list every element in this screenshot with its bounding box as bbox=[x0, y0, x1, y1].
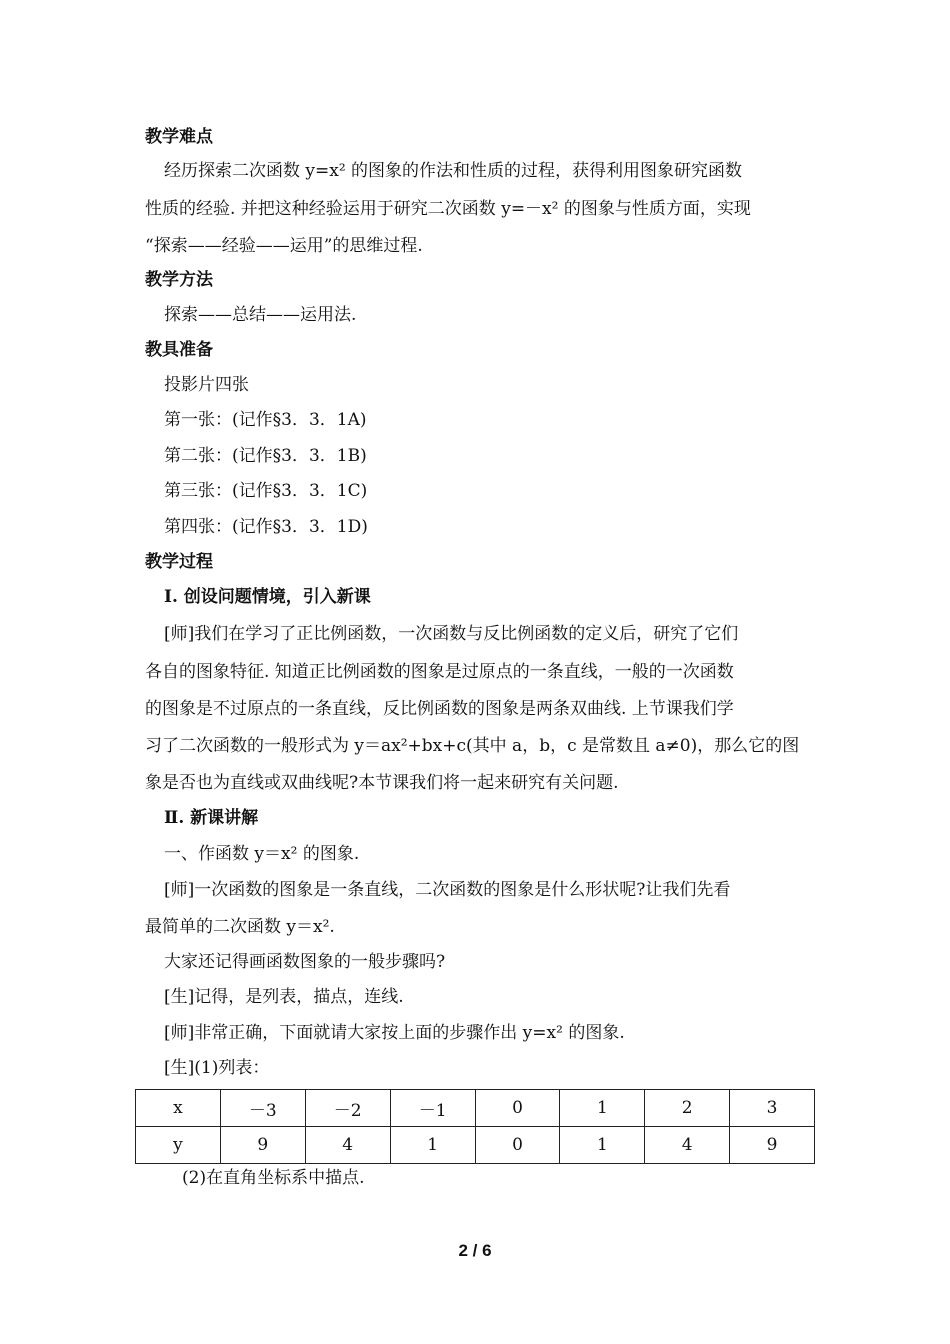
section2-line-2: [师]一次函数的图象是一条直线，二次函数的图象是什么形状呢?让我们先看 bbox=[164, 880, 731, 900]
tools-line-3: 第二张：(记作§3．3．1B) bbox=[164, 446, 367, 466]
table-cell: 9 bbox=[730, 1127, 815, 1164]
table-cell: －2 bbox=[305, 1090, 390, 1127]
section2-line-5: [生]记得，是列表，描点，连线. bbox=[164, 987, 404, 1007]
table-cell: 0 bbox=[475, 1090, 560, 1127]
table-cell: 1 bbox=[560, 1127, 645, 1164]
difficulty-line-3: “探索——经验——运用”的思维过程. bbox=[145, 236, 423, 256]
section2-line-6: [师]非常正确，下面就请大家按上面的步骤作出 y=x² 的图象. bbox=[164, 1023, 625, 1043]
tools-line-5: 第四张：(记作§3．3．1D) bbox=[164, 517, 368, 537]
table-row-y bbox=[136, 1127, 815, 1164]
page-number: 2 / 6 bbox=[458, 1241, 492, 1260]
heading-difficulty: 教学难点 bbox=[145, 127, 213, 147]
section2-title: Ⅱ. 新课讲解 bbox=[164, 808, 259, 828]
value-table bbox=[135, 1089, 815, 1164]
table-cell-x-label: x bbox=[136, 1090, 221, 1127]
section1-line-5: 象是否也为直线或双曲线呢?本节课我们将一起来研究有关问题. bbox=[145, 773, 619, 793]
section2-line-7: [生](1)列表： bbox=[164, 1058, 270, 1078]
method-line: 探索——总结——运用法. bbox=[164, 305, 357, 325]
table-cell: 1 bbox=[390, 1127, 475, 1164]
table-cell-y-label: y bbox=[136, 1127, 221, 1164]
table-cell: 4 bbox=[305, 1127, 390, 1164]
section1-line-4: 习了二次函数的一般形式为 y＝ax²+bx+c(其中 a，b，c 是常数且 a≠0)，那么它的图 bbox=[145, 736, 800, 756]
section2-line-4: 大家还记得画函数图象的一般步骤吗? bbox=[164, 952, 446, 972]
difficulty-line-2: 性质的经验. 并把这种经验运用于研究二次函数 y=－x² 的图象与性质方面，实现 bbox=[145, 199, 751, 219]
section1-line-1: [师]我们在学习了正比例函数，一次函数与反比例函数的定义后，研究了它们 bbox=[164, 624, 739, 644]
heading-tools: 教具准备 bbox=[145, 340, 213, 360]
heading-method: 教学方法 bbox=[145, 270, 213, 290]
heading-process: 教学过程 bbox=[145, 552, 213, 572]
table-cell: 3 bbox=[730, 1090, 815, 1127]
tools-line-2: 第一张：(记作§3．3．1A) bbox=[164, 410, 367, 430]
after-table-line: (2)在直角坐标系中描点. bbox=[182, 1168, 365, 1188]
tools-line-4: 第三张：(记作§3．3．1C) bbox=[164, 481, 368, 501]
table-cell: 4 bbox=[645, 1127, 730, 1164]
table-cell: 2 bbox=[645, 1090, 730, 1127]
table-cell: －1 bbox=[390, 1090, 475, 1127]
section1-title: Ⅰ. 创设问题情境，引入新课 bbox=[164, 587, 371, 607]
table-cell: 9 bbox=[220, 1127, 305, 1164]
difficulty-line-1: 经历探索二次函数 y=x² 的图象的作法和性质的过程，获得利用图象研究函数 bbox=[164, 161, 743, 181]
section2-line-1: 一、作函数 y＝x² 的图象. bbox=[164, 844, 360, 864]
table-row-x bbox=[136, 1090, 815, 1127]
section2-line-3: 最简单的二次函数 y＝x². bbox=[145, 917, 335, 937]
table-cell: 0 bbox=[475, 1127, 560, 1164]
section1-line-3: 的图象是不过原点的一条直线，反比例函数的图象是两条双曲线. 上节课我们学 bbox=[145, 699, 734, 719]
section1-line-2: 各自的图象特征. 知道正比例函数的图象是过原点的一条直线，一般的一次函数 bbox=[145, 662, 734, 682]
tools-line-1: 投影片四张 bbox=[164, 375, 249, 395]
table-cell: 1 bbox=[560, 1090, 645, 1127]
table-cell: －3 bbox=[220, 1090, 305, 1127]
